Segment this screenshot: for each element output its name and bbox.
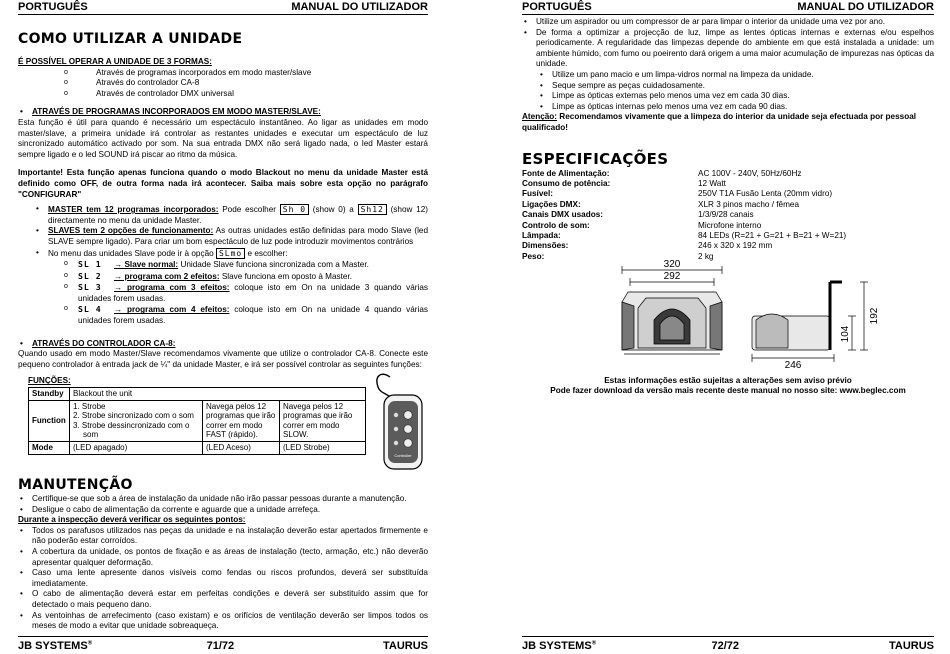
- list-item: • De forma a optimizar a projecção de luz, limpe as lentes ópticas internas e externas e/ou espelhos periodicamente. A regularidade das limpezas depende do ambiente em que está instalada a unidade: um ambiente húmido, com fumo ou poeirento dará origem a uma maior acumulação de impurezas nas ópticas da unidade.: [522, 28, 934, 70]
- table-cell: Blackout the unit: [70, 388, 366, 401]
- notice-line-2: Pode fazer download da versão mais recente deste manual no nosso site: www.beglec.com: [550, 385, 906, 395]
- list-item: • Limpe as ópticas internas pelo menos uma vez em cada 90 dias.: [538, 102, 934, 113]
- footer-product: TAURUS: [382, 640, 428, 652]
- table-cell: Mode: [29, 442, 70, 455]
- table-cell: Navega pelos 12 programas que irão correr em modo FAST (rápido).: [203, 400, 280, 441]
- table-cell: Navega pelos 12 programas que irão correr em modo SLOW.: [280, 400, 366, 441]
- functions-area: [18, 387, 428, 471]
- page-footer: [18, 636, 428, 652]
- controller-brand-text: Controller: [394, 453, 412, 459]
- table-row: [29, 400, 366, 441]
- lcd-slmo: SLmo: [216, 248, 245, 259]
- list-item: • Certifique-se que sob a área de instalação da unidade não irão passar pessoas durante a manutenção.: [18, 494, 428, 505]
- list-item: o SL 4 → programa com 4 efeitos: coloque isto em On na unidade 4 quando várias unidades forem usadas.: [64, 304, 428, 326]
- table-row: Lâmpada: 84 LEDs (R=21 + G=21 + B=21 + W=21): [522, 230, 847, 240]
- slaves-label: SLAVES tem 2 opções de funcionamento:: [48, 226, 214, 236]
- cleaning-sublist: [538, 70, 934, 112]
- table-row: Canais DMX usados: 1/3/9/28 canais: [522, 210, 754, 220]
- section-title-specs: ESPECIFICAÇÕES: [522, 149, 669, 168]
- table-cell: Function: [29, 400, 70, 441]
- functions-table: [28, 387, 366, 455]
- list-item: • Desligue o cabo de alimentação da corrente e aguarde que a unidade arrefeça.: [18, 505, 428, 516]
- list-item: o Através de controlador DMX universal: [18, 89, 428, 100]
- table-row: [29, 442, 366, 455]
- table-row: [29, 388, 366, 401]
- section-title-maintenance: MANUTENÇÃO: [18, 477, 133, 494]
- important-note: Importante! Esta função apenas funciona quando o modo Blackout no menu da unidade Master está definido como OFF, de outra forma nada irá acontecer. Saiba mais sobre esta opção no parágrafo "CONFIGURAR": [18, 168, 428, 199]
- footer-brand: JB SYSTEMS®: [522, 640, 597, 652]
- inspection-list: [18, 526, 428, 632]
- notice: [522, 376, 934, 395]
- list-item: • Utilize um aspirador ou um compressor de ar para limpar o interior da unidade uma vez por ano.: [522, 17, 934, 28]
- table-row: Peso: 2 kg: [522, 251, 714, 261]
- notice-line-1: Estas informações estão sujeitas a alterações sem aviso prévio: [604, 376, 852, 385]
- table-row: Dimensões: 246 x 320 x 192 mm: [522, 241, 773, 251]
- dim-192: 192: [869, 307, 880, 325]
- list-item: • Seque sempre as peças cuidadosamente.: [538, 81, 934, 92]
- table-cell: Standby: [29, 388, 70, 401]
- footer-brand: JB SYSTEMS®: [18, 640, 93, 652]
- list-item: • MASTER tem 12 programas incorporados: Pode escolher Sh 0 (show 0) a Sh12 (show 12) directamente no menu da unidade Master.: [34, 204, 428, 226]
- table-row: Ligações DMX: XLR 3 pinos macho / fêmea: [522, 199, 800, 209]
- right-page: [522, 0, 934, 654]
- header-language: PORTUGUÊS: [522, 1, 592, 13]
- table-row: Fusível: 250V T1A Fusão Lenta (20mm vidro): [522, 189, 833, 199]
- list-item: o SL 3 → programa com 3 efeitos: coloque isto em On na unidade 3 quando várias unidades forem usadas.: [64, 282, 428, 303]
- section-title-usage: COMO UTILIZAR A UNIDADE: [18, 31, 243, 47]
- table-cell: (LED Strobe): [280, 442, 366, 455]
- list-item: • Utilize um pano macio e um limpa-vidros normal na limpeza da unidade.: [538, 70, 934, 81]
- table-cell: (LED Aceso): [203, 442, 280, 455]
- ca8-controller-illustration: [370, 371, 430, 471]
- dim-292: 292: [663, 271, 681, 282]
- page-header: [522, 0, 934, 15]
- dim-320: 320: [663, 259, 681, 270]
- functions-label: FUNÇÕES:: [28, 376, 71, 386]
- table-cell: (LED apagado): [70, 442, 203, 455]
- ms-heading-list: [18, 107, 428, 118]
- cleaning-list: [522, 17, 934, 70]
- dimension-drawing: [602, 258, 902, 368]
- specs-table: [522, 169, 934, 263]
- three-ways-list: [18, 68, 428, 100]
- list-item: • A cobertura da unidade, os pontos de fixação e as áreas de instalação (tecto, armação, etc.) não deverão apresentar qualquer deformação.: [18, 547, 428, 568]
- maintenance-list: [18, 494, 428, 515]
- header-language: PORTUGUÊS: [18, 1, 88, 13]
- list-item: • No menu das unidades Slave pode ir à opção SLmo e escolher:: [34, 248, 428, 260]
- slave-modes-list: [64, 259, 428, 327]
- list-item: • Limpe as ópticas externas pelo menos uma vez em cada 30 dias.: [538, 91, 934, 102]
- list-item: o SL 1 → Slave normal: Unidade Slave funciona sincronizada com a Master.: [64, 259, 369, 270]
- left-page: [18, 0, 428, 654]
- dim-104: 104: [840, 325, 851, 343]
- ms-paragraph: Esta função é útil para quando é necessário um espectáculo instantâneo. Ao ligar as unidades em modo master/slave, a primeira unidade irá controlar as restantes unidades e executar um espectáculo de luz sincronizado automático activado por som. Na sua entrada DMX não será ligado nada, o led Master estará sempre ligado e o led SOUND irá piscar ao ritmo da música.: [18, 117, 428, 159]
- list-item: • Todos os parafusos utilizados nas peças da unidade e na instalação deverão estar apertados firmemente e não poderão estar corroídos.: [18, 526, 428, 547]
- dim-246: 246: [784, 360, 802, 368]
- table-row: Fonte de Alimentação: AC 100V - 240V, 50Hz/60Hz: [522, 168, 802, 178]
- attention-note: Atenção: Recomendamos vivamente que a limpeza do interior da unidade seja efectuada por pessoal qualificado!: [522, 112, 917, 132]
- footer-product: TAURUS: [888, 640, 934, 652]
- ca8-heading: • ATRAVÉS DO CONTROLADOR CA-8:: [18, 339, 428, 350]
- lcd-sh12: Sh12: [358, 204, 387, 215]
- page-number: 71/72: [206, 640, 235, 652]
- ca8-heading-list: [18, 339, 428, 350]
- list-item: • O cabo de alimentação deverá estar em perfeitas condições e deverá ser substituído assim que for detectado o mais pequeno dano.: [18, 589, 428, 610]
- master-label: MASTER tem 12 programas incorporados:: [48, 205, 219, 215]
- list-item: o SL 2 → programa com 2 efeitos: Slave funciona em oposto à Master.: [64, 270, 353, 281]
- list-item: o Através do controlador CA-8: [18, 78, 428, 89]
- page-header: [18, 0, 428, 15]
- header-manual: MANUAL DO UTILIZADOR: [291, 1, 428, 13]
- table-row: Controlo de som: Microfone interno: [522, 220, 762, 230]
- three-ways-heading: É POSSÍVEL OPERAR A UNIDADE DE 3 FORMAS:: [18, 57, 212, 66]
- table-row: Consumo de potência: 12 Watt: [522, 178, 726, 188]
- list-item: • As ventoinhas de arrefecimento (caso existam) e os orifícios de ventilação deverão ser limpos todos os meses de modo a evitar que unidade sobreaqueça.: [18, 611, 428, 632]
- ms-heading: • ATRAVÉS DE PROGRAMAS INCORPORADOS EM MODO MASTER/SLAVE:: [18, 107, 428, 118]
- page-number: 72/72: [711, 640, 740, 652]
- table-cell: 1. Strobe 2. Strobe sincronizado com o som 3. Strobe dessincronizado com o som: [70, 400, 203, 441]
- header-manual: MANUAL DO UTILIZADOR: [797, 1, 934, 13]
- inspection-heading: Durante a inspecção deverá verificar os seguintes pontos:: [18, 515, 246, 525]
- ms-options-list: [34, 204, 428, 259]
- list-item: • Caso uma lente apresente danos visíveis como fendas ou riscos profundos, deverá ser substituída imediatamente.: [18, 568, 428, 589]
- lcd-sh0: Sh 0: [280, 204, 309, 215]
- list-item: o Através de programas incorporados em modo master/slave: [18, 68, 428, 79]
- page-footer: [522, 636, 934, 652]
- list-item: • SLAVES tem 2 opções de funcionamento: As outras unidades estão definidas para modo Slave (led SLAVE sempre ligado). Para criar um bom espectáculo de luz pode introduzir movimentos contrários: [34, 226, 428, 247]
- ca8-paragraph: Quando usado em modo Master/Slave recomendamos vivamente que utilize o controlador CA-8. Conecte este pequeno controlador à entrada jack de ¼" da unidade Master, e irá ser possível controlar as seguintes funções:: [18, 349, 428, 369]
